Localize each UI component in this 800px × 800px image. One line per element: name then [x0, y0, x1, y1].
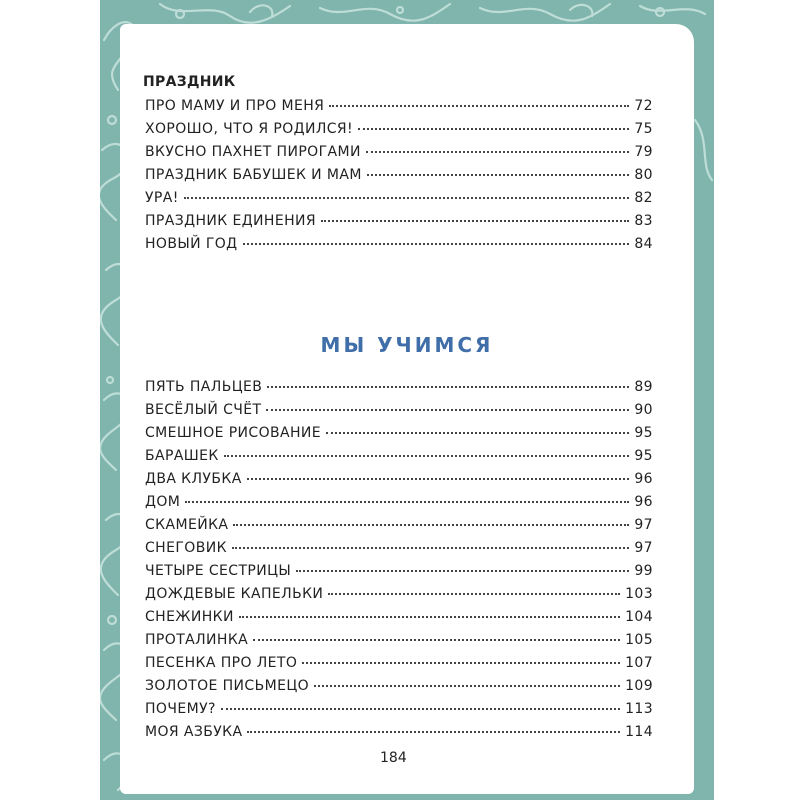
- toc-item-page: 79: [634, 144, 653, 160]
- toc-item-page: 97: [634, 540, 653, 556]
- toc-item-title: ВЕСЁЛЫЙ СЧЁТ: [145, 402, 262, 418]
- toc-item[interactable]: [145, 121, 653, 144]
- toc-item[interactable]: [145, 540, 653, 563]
- toc-item-page: 109: [625, 678, 653, 694]
- toc-item-title: СНЕЖИНКИ: [145, 609, 234, 625]
- toc-item[interactable]: [145, 586, 653, 609]
- toc-item-page: 103: [625, 586, 653, 602]
- toc-item-title: ПЕСЕНКА ПРО ЛЕТО: [145, 655, 298, 671]
- toc-item-title: ПЯТЬ ПАЛЬЦЕВ: [145, 379, 263, 395]
- dot-leader: [302, 662, 620, 664]
- toc-item-title: ПРО МАМУ И ПРО МЕНЯ: [145, 98, 325, 114]
- dot-leader: [232, 547, 629, 549]
- dot-leader: [366, 151, 630, 153]
- toc-item[interactable]: [145, 701, 653, 724]
- toc-item-title: МОЯ АЗБУКА: [145, 724, 243, 740]
- toc-item[interactable]: [145, 678, 653, 701]
- toc-item-title: СМЕШНОЕ РИСОВАНИЕ: [145, 425, 322, 441]
- dot-leader: [296, 570, 629, 572]
- toc-item[interactable]: [145, 144, 653, 167]
- toc-item-page: 83: [634, 213, 653, 229]
- dot-leader: [329, 105, 629, 107]
- toc-item-page: 99: [634, 563, 653, 579]
- toc-item-page: 82: [634, 190, 653, 206]
- toc-item-page: 95: [634, 448, 653, 464]
- dot-leader: [247, 478, 630, 480]
- toc-item[interactable]: [145, 655, 653, 678]
- dot-leader: [185, 501, 629, 503]
- toc-item[interactable]: [145, 167, 653, 190]
- toc-item[interactable]: [145, 724, 653, 747]
- toc-item-page: 96: [634, 471, 653, 487]
- toc-item-page: 107: [625, 655, 653, 671]
- toc-item[interactable]: [145, 98, 653, 121]
- dot-leader: [267, 386, 629, 388]
- toc-item-page: 72: [634, 98, 653, 114]
- toc-item-page: 95: [634, 425, 653, 441]
- toc-item[interactable]: [145, 213, 653, 236]
- toc-item[interactable]: [145, 379, 653, 402]
- toc-item[interactable]: [145, 494, 653, 517]
- dot-leader: [321, 220, 629, 222]
- toc-item-title: ПРОТАЛИНКА: [145, 632, 249, 648]
- dot-leader: [247, 731, 620, 733]
- toc-item-title: ХОРОШО, ЧТО Я РОДИЛСЯ!: [145, 121, 354, 137]
- toc-item[interactable]: [145, 563, 653, 586]
- dot-leader: [243, 243, 630, 245]
- section-title-holiday: ПРАЗДНИК: [143, 74, 236, 90]
- toc-item-title: УРА!: [145, 190, 179, 206]
- toc-item[interactable]: [145, 236, 653, 259]
- toc-list-holiday: [145, 98, 653, 259]
- toc-list-we-learn: [145, 379, 653, 747]
- toc-item-title: БАРАШЕК: [145, 448, 219, 464]
- toc-item-title: СКАМЕЙКА: [145, 517, 229, 533]
- toc-item-page: 84: [634, 236, 653, 252]
- toc-item-page: 97: [634, 517, 653, 533]
- toc-item-title: СНЕГОВИК: [145, 540, 227, 556]
- toc-item-page: 114: [625, 724, 653, 740]
- toc-item-page: 80: [634, 167, 653, 183]
- toc-item[interactable]: [145, 402, 653, 425]
- toc-item-page: 89: [634, 379, 653, 395]
- dot-leader: [367, 174, 630, 176]
- toc-item-page: 96: [634, 494, 653, 510]
- dot-leader: [328, 593, 620, 595]
- toc-item-page: 105: [625, 632, 653, 648]
- toc-item-title: НОВЫЙ ГОД: [145, 236, 238, 252]
- toc-item-title: ДОЖДЕВЫЕ КАПЕЛЬКИ: [145, 586, 324, 602]
- toc-item-page: 113: [625, 701, 653, 717]
- toc-item[interactable]: [145, 425, 653, 448]
- dot-leader: [184, 197, 630, 199]
- dot-leader: [358, 128, 629, 130]
- toc-item[interactable]: [145, 448, 653, 471]
- toc-item-title: ДОМ: [145, 494, 181, 510]
- toc-item-title: ПРАЗДНИК ЕДИНЕНИЯ: [145, 213, 317, 229]
- toc-item-page: 75: [634, 121, 653, 137]
- toc-item-page: 104: [625, 609, 653, 625]
- toc-item-title: ПОЧЕМУ?: [145, 701, 216, 717]
- dot-leader: [314, 685, 620, 687]
- dot-leader: [233, 524, 629, 526]
- dot-leader: [239, 616, 620, 618]
- toc-item-title: ЗОЛОТОЕ ПИСЬМЕЦО: [145, 678, 310, 694]
- page-number: 184: [380, 750, 407, 766]
- dot-leader: [224, 455, 630, 457]
- toc-item-title: ЧЕТЫРЕ СЕСТРИЦЫ: [145, 563, 292, 579]
- toc-item[interactable]: [145, 190, 653, 213]
- toc-item[interactable]: [145, 609, 653, 632]
- toc-item[interactable]: [145, 471, 653, 494]
- dot-leader: [326, 432, 629, 434]
- toc-item-title: ВКУСНО ПАХНЕТ ПИРОГАМИ: [145, 144, 361, 160]
- toc-item-title: ПРАЗДНИК БАБУШЕК И МАМ: [145, 167, 362, 183]
- dot-leader: [266, 409, 629, 411]
- toc-item[interactable]: [145, 632, 653, 655]
- section-heading-we-learn: МЫ УЧИМСЯ: [320, 333, 494, 357]
- toc-item-page: 90: [634, 402, 653, 418]
- toc-item-title: ДВА КЛУБКА: [145, 471, 242, 487]
- dot-leader: [253, 639, 620, 641]
- toc-item[interactable]: [145, 517, 653, 540]
- dot-leader: [221, 708, 620, 710]
